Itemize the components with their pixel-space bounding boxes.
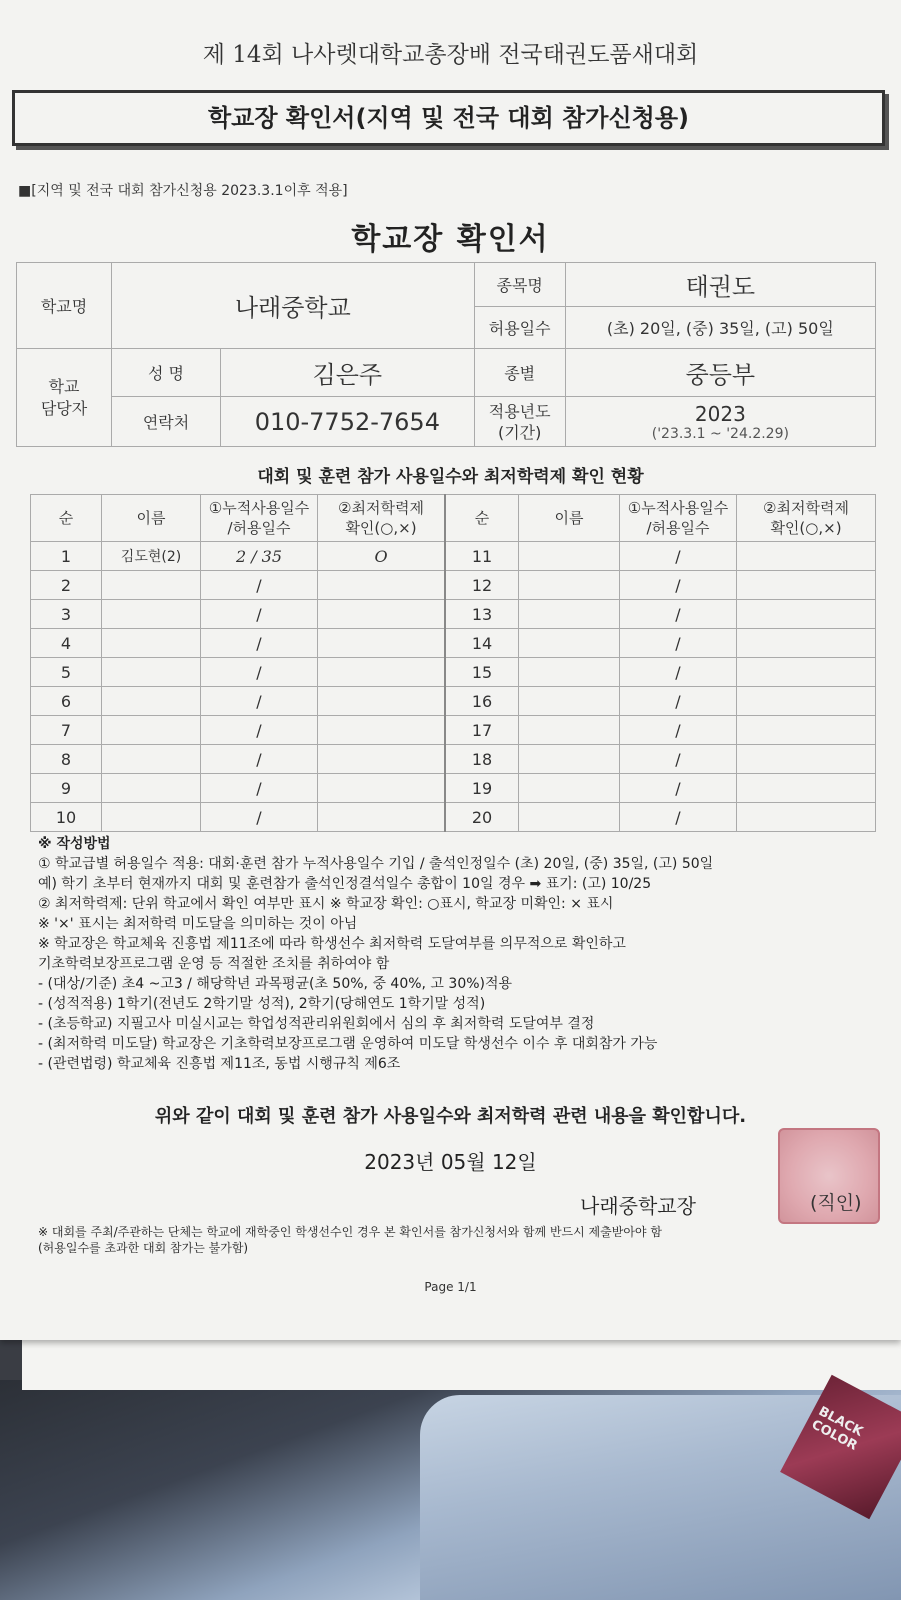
header-no-2: 순 [445, 495, 519, 542]
row-days: / [620, 803, 737, 832]
row-no: 12 [445, 571, 519, 600]
note-line: - (관련법령) 학교체육 진흥법 제11조, 동법 시행규칙 제6조 [38, 1056, 401, 1072]
row-name [519, 803, 620, 832]
row-name [102, 658, 201, 687]
issue-date: 2023년 05월 12일 [364, 1150, 537, 1174]
header-check-2: ②최저학력제 확인(○,×) [737, 495, 876, 542]
row-name [102, 745, 201, 774]
allow-label: 허용일수 [474, 307, 565, 349]
table-row [31, 571, 876, 600]
row-days: 2 / 35 [201, 542, 318, 571]
row-name [519, 629, 620, 658]
table-row [31, 774, 876, 803]
row-name [102, 687, 201, 716]
school-value: 나래중학교 [112, 263, 475, 349]
row-check [318, 571, 446, 600]
book-text: BLACK COLOR [808, 1404, 866, 1454]
year-period: ('23.3.1 ~ '24.2.29) [651, 425, 789, 442]
row-name: 김도현(2) [102, 542, 201, 571]
name-value: 김은주 [221, 349, 475, 397]
row-no: 1 [31, 542, 102, 571]
row-name [519, 542, 620, 571]
row-check [737, 571, 876, 600]
row-no: 7 [31, 716, 102, 745]
row-check [737, 600, 876, 629]
header-name-2: 이름 [519, 495, 620, 542]
row-days: / [201, 571, 318, 600]
row-name [102, 716, 201, 745]
banner-title: 학교장 확인서(지역 및 전국 대회 참가신청용) [12, 90, 885, 146]
manager-label: 학교 담당자 [17, 349, 112, 447]
row-check [318, 629, 446, 658]
row-no: 9 [31, 774, 102, 803]
header-name: 이름 [102, 495, 201, 542]
row-days: / [201, 687, 318, 716]
contact-label: 연락처 [112, 397, 221, 447]
row-name [102, 803, 201, 832]
row-no: 5 [31, 658, 102, 687]
note-line: - (대상/기준) 초4 ~고3 / 해당학년 과목평균(초 50%, 중 40%, 고 30%)적용 [38, 976, 513, 992]
header-days-2: ①누적사용일수 /허용일수 [620, 495, 737, 542]
note-line: ① 학교급별 허용일수 적용: 대회·훈련 참가 누적사용일수 기입 / 출석인정일수 (초) 20일, (중) 35일, (고) 50일 [38, 856, 714, 872]
row-no: 3 [31, 600, 102, 629]
row-check [737, 774, 876, 803]
contact-value: 010-7752-7654 [221, 397, 475, 447]
submission-note [38, 1224, 883, 1256]
row-name [519, 658, 620, 687]
submission-note-line: ※ 대회를 주최/주관하는 단체는 학교에 재학중인 학생선수인 경우 본 확인서를 참가신청서와 함께 반드시 제출받아야 함 [38, 1225, 662, 1239]
row-no: 4 [31, 629, 102, 658]
row-no: 2 [31, 571, 102, 600]
note-line: ※ 학교장은 학교체육 진흥법 제11조에 따라 학생선수 최저학력 도달여부를 의무적으로 확인하고 [38, 936, 626, 952]
row-no: 16 [445, 687, 519, 716]
row-no: 17 [445, 716, 519, 745]
header-check: ②최저학력제 확인(○,×) [318, 495, 446, 542]
row-check [737, 745, 876, 774]
page-number: Page 1/1 [424, 1280, 477, 1294]
row-name [102, 774, 201, 803]
row-check [737, 542, 876, 571]
row-check: O [318, 542, 446, 571]
table-row [31, 803, 876, 832]
row-check [737, 629, 876, 658]
row-no: 6 [31, 687, 102, 716]
year-cell [565, 397, 875, 447]
row-no: 19 [445, 774, 519, 803]
table-row [31, 542, 876, 571]
row-days: / [201, 803, 318, 832]
year-value: 2023 [694, 401, 746, 426]
note-line: - (성적적용) 1학기(전년도 2학기말 성적), 2학기(당해연도 1학기말 성적) [38, 996, 486, 1012]
row-days: / [620, 600, 737, 629]
row-check [318, 687, 446, 716]
row-days: / [201, 600, 318, 629]
event-label: 종목명 [474, 263, 565, 307]
row-no: 13 [445, 600, 519, 629]
note-line: 기초학력보장프로그램 운영 등 적절한 조치를 취하여야 함 [38, 956, 390, 972]
note-line: - (최저학력 미도달) 학교장은 기초학력보장프로그램 운영하여 미도달 학생선수 이수 후 대회참가 가능 [38, 1036, 658, 1052]
row-days: / [620, 629, 737, 658]
section-title: 대회 및 훈련 참가 사용일수와 최저학력제 확인 현황 [257, 467, 644, 487]
row-days: / [620, 658, 737, 687]
row-name [102, 571, 201, 600]
row-no: 10 [31, 803, 102, 832]
row-no: 20 [445, 803, 519, 832]
allow-value: (초) 20일, (중) 35일, (고) 50일 [565, 307, 875, 349]
row-check [318, 716, 446, 745]
row-days: / [201, 774, 318, 803]
confirmation-statement: 위와 같이 대회 및 훈련 참가 사용일수와 최저학력 관련 내용을 확인합니다. [154, 1106, 747, 1127]
row-no: 11 [445, 542, 519, 571]
table-row [31, 658, 876, 687]
row-check [737, 658, 876, 687]
row-check [318, 600, 446, 629]
school-label: 학교명 [17, 263, 112, 349]
row-days: / [201, 745, 318, 774]
row-name [102, 629, 201, 658]
participant-table [30, 494, 876, 832]
row-check [318, 745, 446, 774]
row-days: / [201, 629, 318, 658]
table-row [31, 687, 876, 716]
row-check [737, 687, 876, 716]
row-days: / [620, 745, 737, 774]
note-line: ② 최저학력제: 단위 학교에서 확인 여부만 표시 ※ 학교장 확인: ○표시, 학교장 미확인: × 표시 [38, 896, 614, 912]
row-name [519, 774, 620, 803]
name-label: 성 명 [112, 349, 221, 397]
row-days: / [201, 716, 318, 745]
note-line: 예) 학기 초부터 현재까지 대회 및 훈련참가 출석인정결석일수 총합이 10일 경우 ➡ 표기: (고) 10/25 [38, 876, 652, 892]
row-no: 18 [445, 745, 519, 774]
row-name [519, 745, 620, 774]
row-no: 15 [445, 658, 519, 687]
header-no: 순 [31, 495, 102, 542]
row-name [519, 600, 620, 629]
row-check [737, 716, 876, 745]
table-row [31, 745, 876, 774]
principal-signature: 나래중학교장 [580, 1194, 696, 1218]
row-name [519, 687, 620, 716]
category-label: 종별 [474, 349, 565, 397]
row-check [318, 658, 446, 687]
table-body [31, 542, 876, 832]
row-days: / [201, 658, 318, 687]
year-label: 적용년도 (기간) [474, 397, 565, 447]
row-days: / [620, 571, 737, 600]
document-title: 학교장 확인서 [351, 222, 550, 257]
row-name [519, 716, 620, 745]
note-line: - (초등학교) 지필고사 미실시교는 학업성적관리위원회에서 심의 후 최저학력 도달여부 결정 [38, 1016, 595, 1032]
row-no: 14 [445, 629, 519, 658]
row-name [519, 571, 620, 600]
table-row [31, 629, 876, 658]
seal-mark: (직인) [810, 1192, 862, 1214]
row-days: / [620, 716, 737, 745]
row-days: / [620, 774, 737, 803]
category-value: 중등부 [565, 349, 875, 397]
event-title: 제 14회 나사렛대학교총장배 전국태권도품새대회 [202, 42, 699, 68]
table-row [31, 600, 876, 629]
note-line: ※ 작성방법 [38, 836, 111, 852]
table-row [31, 716, 876, 745]
row-check [318, 803, 446, 832]
header-days: ①누적사용일수 /허용일수 [201, 495, 318, 542]
table-header-row [31, 495, 876, 542]
submission-note-line: (허용일수를 초과한 대회 참가는 불가함) [38, 1241, 249, 1255]
row-days: / [620, 687, 737, 716]
applicability-note: ■[지역 및 전국 대회 참가신청용 2023.3.1이후 적용] [18, 183, 348, 199]
event-value: 태권도 [565, 263, 875, 307]
note-line: ※ '×' 표시는 최저학력 미도달을 의미하는 것이 아님 [38, 916, 358, 932]
row-days: / [620, 542, 737, 571]
row-check [737, 803, 876, 832]
row-name [102, 600, 201, 629]
row-no: 8 [31, 745, 102, 774]
row-check [318, 774, 446, 803]
writing-instructions [38, 834, 878, 1074]
info-table [16, 262, 876, 447]
